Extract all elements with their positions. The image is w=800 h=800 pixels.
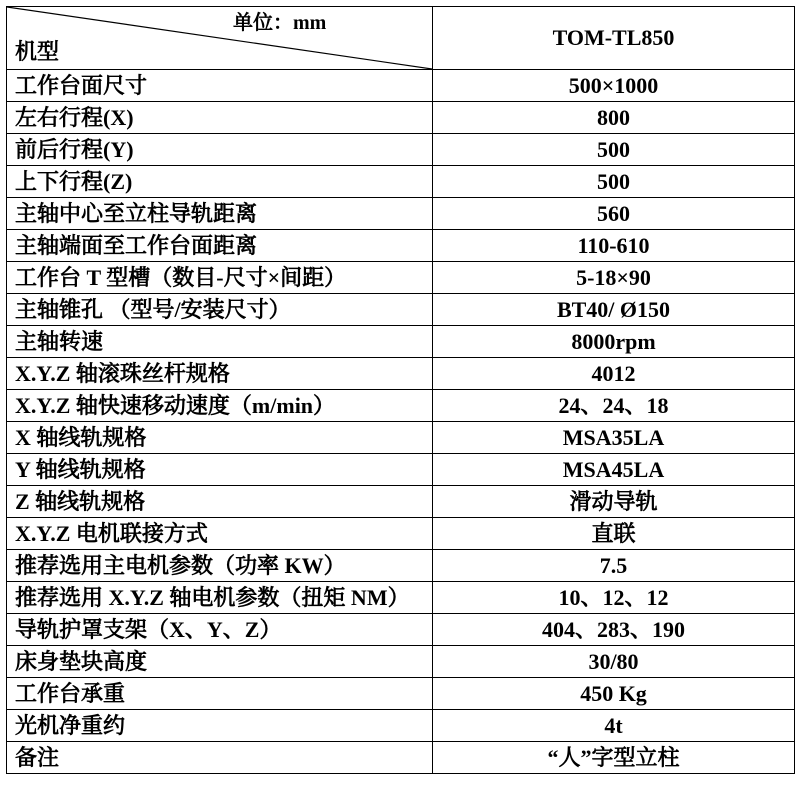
row-label: 主轴锥孔 （型号/安装尺寸） <box>7 294 433 326</box>
row-value: “人”字型立柱 <box>433 742 795 774</box>
row-label: 备注 <box>7 742 433 774</box>
row-label: 导轨护罩支架（X、Y、Z） <box>7 614 433 646</box>
table-row <box>7 518 795 550</box>
spec-table <box>6 6 795 774</box>
table-row <box>7 198 795 230</box>
table-row <box>7 614 795 646</box>
table-row <box>7 358 795 390</box>
row-value: 110-610 <box>433 230 795 262</box>
row-label: X.Y.Z 电机联接方式 <box>7 518 433 550</box>
row-value: 10、12、12 <box>433 582 795 614</box>
table-row <box>7 550 795 582</box>
table-row <box>7 454 795 486</box>
row-value: 800 <box>433 102 795 134</box>
row-value: 直联 <box>433 518 795 550</box>
table-header-row <box>7 7 795 70</box>
row-label: 前后行程(Y) <box>7 134 433 166</box>
unit-label: 单位：mm <box>233 12 327 34</box>
diagonal-line <box>7 7 432 69</box>
row-value: 404、283、190 <box>433 614 795 646</box>
table-row <box>7 326 795 358</box>
table-row <box>7 486 795 518</box>
row-label: 主轴转速 <box>7 326 433 358</box>
row-value: 4012 <box>433 358 795 390</box>
row-label: Y 轴线轨规格 <box>7 454 433 486</box>
table-row <box>7 646 795 678</box>
table-row <box>7 102 795 134</box>
table-row <box>7 294 795 326</box>
row-value: 500×1000 <box>433 70 795 102</box>
table-row <box>7 70 795 102</box>
table-row <box>7 678 795 710</box>
row-value: 24、24、18 <box>433 390 795 422</box>
row-label: 工作台承重 <box>7 678 433 710</box>
row-value: 8000rpm <box>433 326 795 358</box>
row-label: 主轴中心至立柱导轨距离 <box>7 198 433 230</box>
row-value: BT40/ Ø150 <box>433 294 795 326</box>
table-row <box>7 230 795 262</box>
table-row <box>7 166 795 198</box>
table-row <box>7 582 795 614</box>
table-row <box>7 262 795 294</box>
row-label: 推荐选用 X.Y.Z 轴电机参数（扭矩 NM） <box>7 582 433 614</box>
row-label: 推荐选用主电机参数（功率 KW） <box>7 550 433 582</box>
row-value: 4t <box>433 710 795 742</box>
row-value: 560 <box>433 198 795 230</box>
model-value: TOM-TL850 <box>433 7 795 70</box>
table-row <box>7 134 795 166</box>
row-value: MSA45LA <box>433 454 795 486</box>
row-value: 500 <box>433 166 795 198</box>
row-value: 5-18×90 <box>433 262 795 294</box>
row-value: 500 <box>433 134 795 166</box>
row-label: X.Y.Z 轴滚珠丝杆规格 <box>7 358 433 390</box>
row-value: 滑动导轨 <box>433 486 795 518</box>
table-row <box>7 742 795 774</box>
row-value: MSA35LA <box>433 422 795 454</box>
row-label: 工作台面尺寸 <box>7 70 433 102</box>
row-value: 450 Kg <box>433 678 795 710</box>
table-row <box>7 390 795 422</box>
model-label: 机型 <box>15 39 60 64</box>
row-label: Z 轴线轨规格 <box>7 486 433 518</box>
row-value: 30/80 <box>433 646 795 678</box>
row-label: 光机净重约 <box>7 710 433 742</box>
row-label: X.Y.Z 轴快速移动速度（m/min） <box>7 390 433 422</box>
header-diagonal-cell <box>7 7 433 70</box>
table-row <box>7 710 795 742</box>
row-label: 上下行程(Z) <box>7 166 433 198</box>
row-label: 主轴端面至工作台面距离 <box>7 230 433 262</box>
row-value: 7.5 <box>433 550 795 582</box>
row-label: X 轴线轨规格 <box>7 422 433 454</box>
row-label: 床身垫块高度 <box>7 646 433 678</box>
row-label: 左右行程(X) <box>7 102 433 134</box>
table-row <box>7 422 795 454</box>
row-label: 工作台 T 型槽（数目-尺寸×间距） <box>7 262 433 294</box>
